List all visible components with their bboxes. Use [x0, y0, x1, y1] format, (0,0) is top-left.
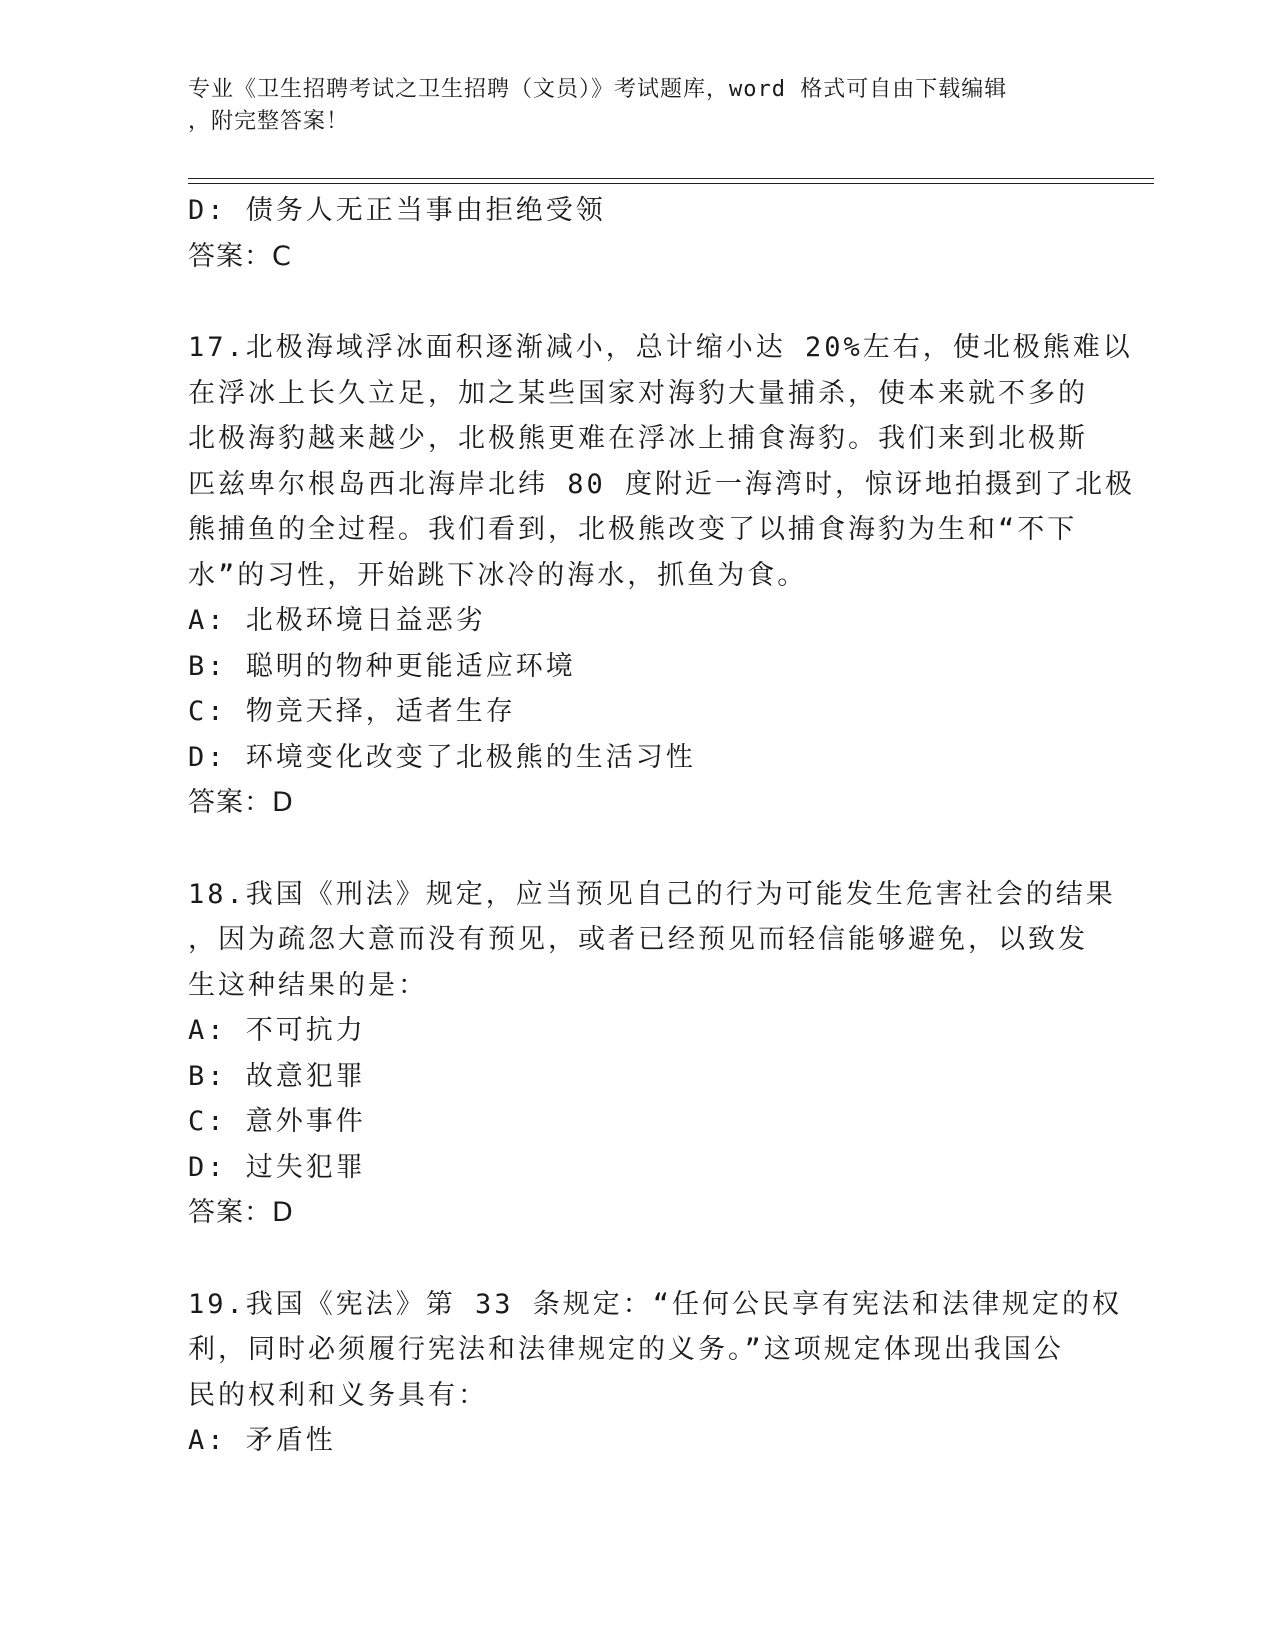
question-text-line: 匹兹卑尔根岛西北海岸北纬 80 度附近一海湾时，惊讶地拍摄到了北极 — [188, 468, 1136, 500]
header-line-2: ，附完整答案！ — [188, 109, 350, 134]
question-18 — [188, 872, 1116, 1236]
option-d: D: 环境变化改变了北极熊的生活习性 — [188, 741, 696, 773]
question-text-line: ，因为疏忽大意而没有预见，或者已经预见而轻信能够避免，以致发 — [188, 924, 1088, 955]
question-17 — [188, 325, 1136, 826]
option-c: C: 意外事件 — [188, 1106, 366, 1137]
option-c: C: 物竞天择，适者生存 — [188, 696, 516, 727]
question-text-line: 生这种结果的是： — [188, 969, 428, 1001]
header-divider-bottom — [188, 183, 1154, 184]
answer: 答案：C — [188, 240, 292, 272]
question-text-line: 熊捕鱼的全过程。我们看到，北极熊改变了以捕食海豹为生和“不下 — [188, 514, 1078, 545]
spacer — [188, 826, 1078, 872]
question-text-line: 水”的习性，开始跳下冰冷的海水，抓鱼为食。 — [188, 559, 808, 591]
spacer — [188, 1236, 1078, 1282]
option-a: A: 不可抗力 — [188, 1015, 366, 1046]
question-text-line: 19.我国《宪法》第 33 条规定：“任何公民享有宪法和法律规定的权 — [188, 1288, 1123, 1320]
question-19 — [188, 1282, 1123, 1464]
option-a: A: 北极环境日益恶劣 — [188, 605, 486, 636]
option-b: B: 故意犯罪 — [188, 1060, 366, 1092]
question-text-line: 北极海豹越来越少，北极熊更难在浮冰上捕食海豹。我们来到北极斯 — [188, 423, 1088, 454]
question-text-line: 民的权利和义务具有： — [188, 1379, 488, 1411]
spacer — [188, 279, 1078, 325]
option-a: A: 矛盾性 — [188, 1425, 336, 1456]
answer: 答案：D — [188, 787, 294, 818]
option-b: B: 聪明的物种更能适应环境 — [188, 650, 576, 682]
option-d: D: 债务人无正当事由拒绝受领 — [188, 195, 606, 226]
header-divider-top — [188, 178, 1154, 179]
question-text-line: 18.我国《刑法》规定，应当预见自己的行为可能发生危害社会的结果 — [188, 878, 1116, 910]
question-text-line: 利，同时必须履行宪法和法律规定的义务。”这项规定体现出我国公 — [188, 1334, 1064, 1365]
header-line-1: 专业《卫生招聘考试之卫生招聘（文员）》考试题库，word 格式可自由下载编辑 — [188, 77, 1008, 102]
option-d: D: 过失犯罪 — [188, 1151, 366, 1183]
question-text-line: 在浮冰上长久立足，加之某些国家对海豹大量捕杀，使本来就不多的 — [188, 377, 1088, 409]
answer: 答案：D — [188, 1197, 294, 1228]
document-body — [188, 188, 1136, 1464]
document-header — [188, 74, 1088, 138]
question-text-line: 17.北极海域浮冰面积逐渐减小，总计缩小达 20%左右，使北极熊难以 — [188, 332, 1133, 363]
